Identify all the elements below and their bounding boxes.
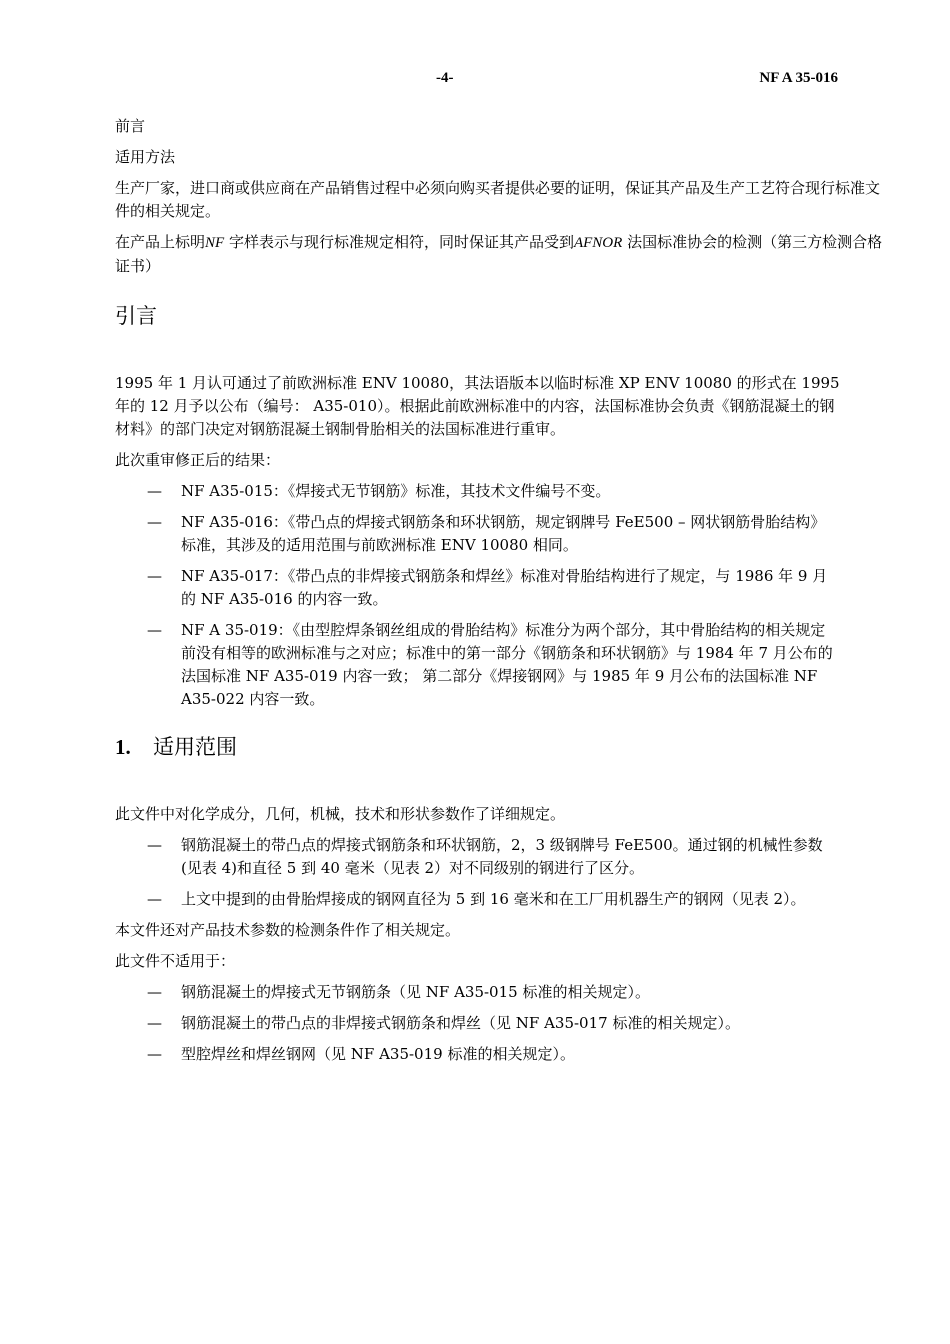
page-header	[0, 70, 950, 90]
section-title: 适用范围	[153, 735, 237, 759]
dash-bullet: —	[147, 983, 162, 1001]
list-item: — 钢筋混凝土的带凸点的焊接式钢筋条和环状钢筋，2，3 级钢牌号 FeE500。通过钢的机械性参数(见表 4)和直径 5 到 40 毫米（见表 2）对不同级别的钢进行了区分。	[147, 836, 823, 877]
page-number: -4-	[436, 70, 454, 86]
dash-bullet: —	[147, 890, 162, 908]
intro-heading: 引言	[115, 304, 157, 328]
section-1-paragraph-2: 本文件还对产品技术参数的检测条件作了相关规定。	[115, 921, 461, 939]
list-item: — 型腔焊丝和焊丝钢网（见 NF A35-019 标准的相关规定）。	[115, 1043, 840, 1066]
section-1-heading	[115, 733, 885, 761]
section-number: 1.	[115, 735, 131, 759]
list-item: — NF A35-017：《带凸点的非焊接式钢筋条和焊丝》标准对骨胎结构进行了规定，与 1986 年 9 月的 NF A35-016 的内容一致。	[147, 567, 828, 608]
dash-bullet: —	[147, 567, 162, 585]
intro-paragraph-1: 1995 年 1 月认可通过了前欧洲标准 ENV 10080，其法语版本以临时标准 XP ENV 10080 的形式在 1995 年的 12 月予以公布（编号： A35-010）。根据此前欧洲标准中的内容，法国标准协会负责《钢筋混凝土的钢材料》的部门决定对钢筋混凝土钢制骨胎相关的法国标准进行重审。	[115, 374, 840, 438]
afnor-mark: AFNOR	[573, 235, 623, 251]
list-item: — NF A 35-019：《由型腔焊条钢丝组成的骨胎结构》标准分为两个部分，其中骨胎结构的相关规定前没有相等的欧洲标准与之对应；标准中的第一部分《钢筋条和环状钢筋》与 1984 年 7 月公布的法国标准 NF A35-019 内容一致； 第二部分《焊接钢网》与 1985 年 9 月公布的法国标准 NF A35-022 内容一致。	[147, 621, 833, 708]
foreword-text-a: 在产品上标明	[115, 233, 206, 251]
dash-bullet: —	[147, 1045, 162, 1063]
foreword-paragraph-2	[115, 231, 885, 278]
foreword-text-c: 法国标准协会的检测（第三方检测合格证书）	[115, 233, 883, 275]
list-item: — 钢筋混凝土的带凸点的非焊接式钢筋条和焊丝（见 NF A35-017 标准的相关规定）。	[115, 1012, 840, 1035]
foreword-subtitle: 适用方法	[115, 148, 176, 166]
dash-bullet: —	[147, 621, 162, 639]
foreword-title: 前言	[115, 117, 146, 135]
nf-mark: NF	[205, 235, 225, 251]
foreword-text-b: 字样表示与现行标准规定相符，同时保证其产品受到	[224, 233, 574, 251]
page-body	[115, 115, 885, 1074]
dash-bullet: —	[147, 1014, 162, 1032]
dash-bullet: —	[147, 513, 162, 531]
dash-bullet: —	[147, 836, 162, 854]
revision-list	[115, 480, 840, 711]
dash-bullet: —	[147, 482, 162, 500]
foreword-paragraph-1: 生产厂家，进口商或供应商在产品销售过程中必须向购买者提供必要的证明，保证其产品及生产工艺符合现行标准文件的相关规定。	[115, 179, 881, 220]
section-1-paragraph-1: 此文件中对化学成分，几何，机械，技术和形状参数作了详细规定。	[115, 805, 566, 823]
list-item: — 钢筋混凝土的焊接式无节钢筋条（见 NF A35-015 标准的相关规定）。	[115, 981, 840, 1004]
list-item: — NF A35-016：《带凸点的焊接式钢筋条和环状钢筋，规定钢牌号 FeE500 – 网状钢筋骨胎结构》标准，其涉及的适用范围与前欧洲标准 ENV 10080 相同。	[147, 513, 826, 554]
intro-paragraph-2: 此次重审修正后的结果：	[115, 451, 281, 469]
exclusion-list	[115, 981, 840, 1066]
list-item: — 上文中提到的由骨胎焊接成的钢网直径为 5 到 16 毫米和在工厂用机器生产的钢网（见表 2）。	[115, 888, 840, 911]
document-code: NF A 35-016	[759, 70, 838, 86]
section-1-paragraph-3: 此文件不适用于：	[115, 952, 236, 970]
list-item: — NF A35-015：《焊接式无节钢筋》标准，其技术文件编号不变。	[115, 480, 840, 503]
scope-list	[115, 834, 840, 911]
